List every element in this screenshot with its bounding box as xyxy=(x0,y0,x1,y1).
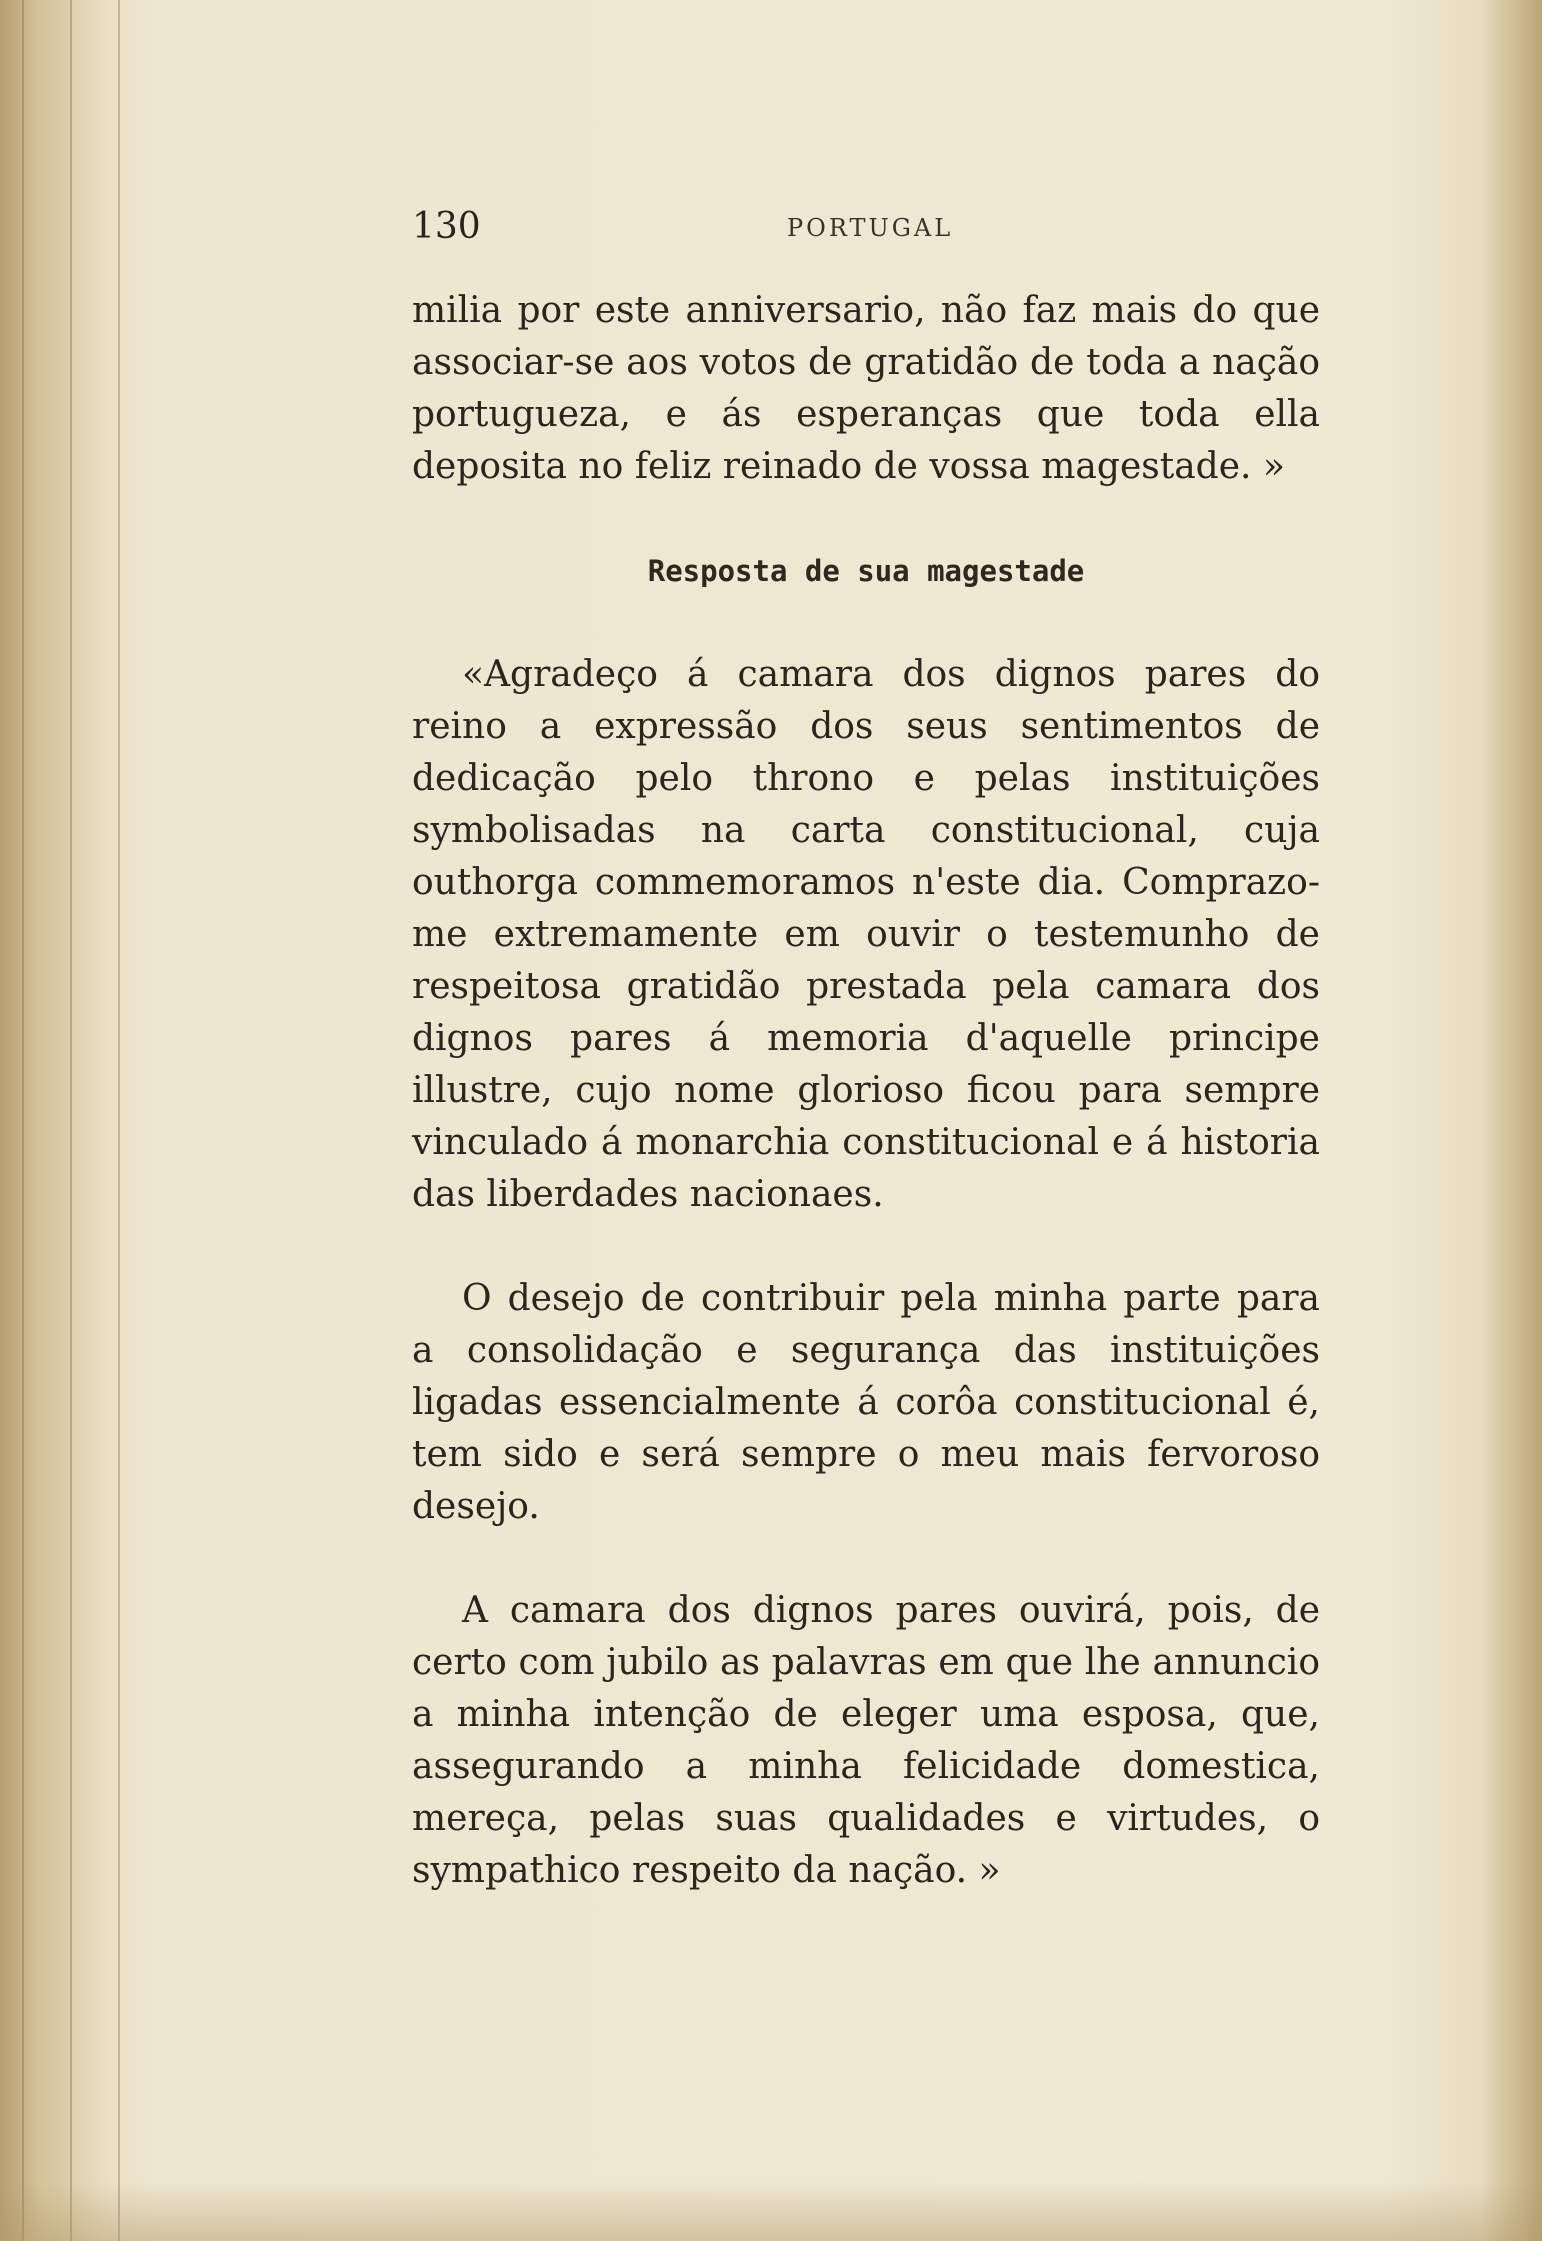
spine-crease xyxy=(22,0,24,2241)
paragraph: A camara dos dignos pares ouvirá, pois, de certo com jubilo as palavras em que lhe annuncio a minha intenção de eleger uma esposa, que, assegurando a minha felicidade domestica, mereça, pelas suas qualidades e virtudes, o sympathico respeito da nação. » xyxy=(412,1590,1320,1891)
paragraph: O desejo de contribuir pela minha parte para a consolidação e segurança das instituições ligadas essencialmente á corôa constitucional é, tem sido e será sempre o meu mais fervoroso desejo. xyxy=(412,1278,1320,1527)
section-heading: Resposta de sua magestade xyxy=(647,554,1085,588)
page-number: 130 xyxy=(412,206,481,247)
spine-crease xyxy=(70,0,72,2241)
page-edge-bottom xyxy=(0,2181,1542,2241)
page-edge-right xyxy=(1482,0,1542,2241)
running-head: PORTUGAL xyxy=(787,214,954,242)
text-body xyxy=(412,285,1320,1897)
paragraph-continuation: milia por este anniversario, não faz mais do que associar-se aos votos de gratidão de toda a nação portugueza, e ás esperanças que toda ella deposita no feliz reinado de vossa magestade. » xyxy=(412,290,1320,487)
page-header xyxy=(412,206,1312,246)
spine-crease xyxy=(118,0,120,2241)
paragraph: «Agradeço á camara dos dignos pares do reino a expressão dos seus sentimentos de dedicação pelo throno e pelas instituições symbolisadas na carta constitucional, cuja outhorga commemoramos n'este dia. Comprazo-me extremamente em ouvir o testemunho de respeitosa gratidão prestada pela camara dos dignos pares á memoria d'aquelle principe illustre, cujo nome glorioso ficou para sempre vinculado á monarchia constitucional e á historia das liberdades nacionaes. xyxy=(412,654,1320,1215)
